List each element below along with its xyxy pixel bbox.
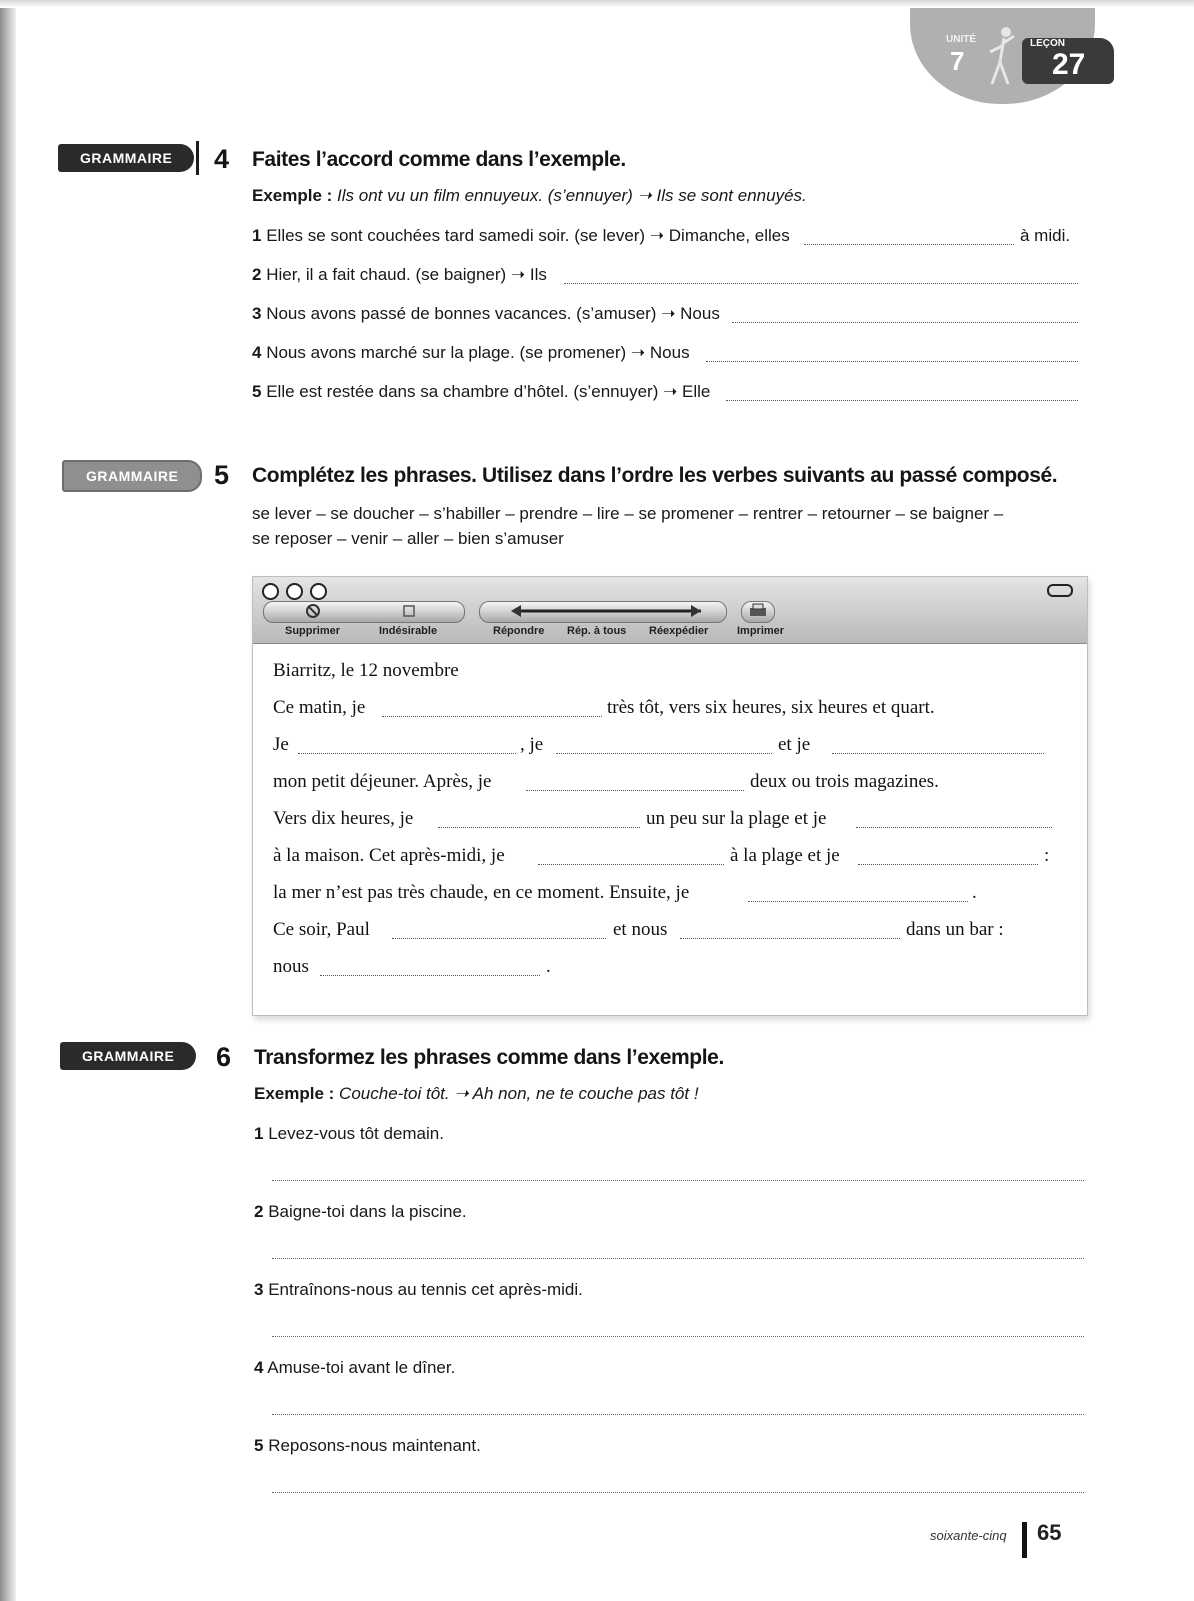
item-text: Levez-vous tôt demain.: [268, 1124, 444, 1143]
item-text: Entraînons-nous au tennis cet après-midi.: [268, 1280, 583, 1299]
answer-blank[interactable]: [564, 283, 1078, 284]
exercise-item: [254, 1436, 481, 1456]
answer-line[interactable]: [272, 1336, 1084, 1337]
page-number-words: soixante-cinq: [930, 1528, 1007, 1543]
email-window: [252, 576, 1088, 1016]
reply-all-button[interactable]: Rép. à tous: [567, 625, 627, 637]
email-toolbar: [253, 577, 1087, 644]
exercise-number: 4: [214, 144, 230, 174]
page-binding-edge: [0, 0, 16, 1601]
toolbar-toggle-icon[interactable]: [1047, 584, 1073, 597]
minimize-window-icon[interactable]: [286, 583, 303, 600]
answer-blank[interactable]: [526, 790, 744, 791]
delete-button[interactable]: Supprimer: [285, 625, 341, 637]
letter-text: mon petit déjeuner. Après, je: [273, 771, 492, 792]
print-icon[interactable]: [747, 603, 769, 619]
letter-text: à la plage et je: [730, 845, 840, 866]
item-text: Baigne-toi dans la piscine.: [268, 1202, 467, 1221]
exercise-item: [252, 226, 790, 246]
page-top-edge: [0, 0, 1194, 8]
exercise-item: [252, 382, 710, 402]
exercise-item: [254, 1202, 467, 1222]
grammar-tag: GRAMMAIRE: [60, 1042, 196, 1070]
unit-label: UNITÉ: [946, 34, 976, 45]
answer-blank[interactable]: [320, 975, 540, 976]
item-number: 5: [254, 1436, 264, 1455]
item-text: Hier, il a fait chaud. (se baigner) ➝ Ils: [266, 265, 547, 284]
answer-blank[interactable]: [726, 400, 1078, 401]
answer-blank[interactable]: [856, 827, 1052, 828]
item-text: Reposons-nous maintenant.: [268, 1436, 481, 1455]
answer-blank[interactable]: [832, 753, 1044, 754]
answer-line[interactable]: [272, 1492, 1084, 1493]
letter-text: :: [1044, 845, 1050, 866]
answer-blank[interactable]: [538, 864, 724, 865]
answer-blank[interactable]: [680, 938, 900, 939]
page-number-divider: [1022, 1522, 1027, 1558]
example-text: Ils ont vu un film ennuyeux. (s’ennuyer) ➝ Ils se sont ennuyés.: [337, 186, 807, 205]
example-line: [254, 1084, 699, 1104]
exercise-item: [254, 1358, 455, 1378]
lesson-number: 27: [1052, 48, 1086, 81]
answer-line[interactable]: [272, 1414, 1084, 1415]
letter-text: .: [972, 882, 977, 903]
answer-line[interactable]: [272, 1180, 1084, 1181]
answer-blank[interactable]: [858, 864, 1038, 865]
exercise-item: [254, 1124, 444, 1144]
item-number: 1: [252, 226, 262, 245]
example-label: Exemple :: [252, 186, 333, 205]
answer-blank[interactable]: [748, 901, 968, 902]
letter-text: à la maison. Cet après-midi, je: [273, 845, 505, 866]
letter-text: deux ou trois magazines.: [750, 771, 939, 792]
example-line: [252, 186, 807, 206]
item-text: Nous avons marché sur la plage. (se promener) ➝ Nous: [266, 343, 690, 362]
answer-blank[interactable]: [392, 938, 606, 939]
answer-blank[interactable]: [438, 827, 640, 828]
verb-list-line: se lever – se doucher – s’habiller – prendre – lire – se promener – rentrer – retourner – se baigner –: [252, 504, 1004, 523]
letter-text: Je: [273, 734, 289, 755]
letter-text: Ce soir, Paul: [273, 919, 370, 940]
grammar-tag: GRAMMAIRE: [58, 144, 194, 172]
delete-icon[interactable]: [305, 603, 321, 619]
letter-text: Vers dix heures, je: [273, 808, 414, 829]
example-label: Exemple :: [254, 1084, 335, 1103]
item-number: 2: [254, 1202, 264, 1221]
print-button[interactable]: Imprimer: [737, 625, 785, 637]
answer-blank[interactable]: [706, 361, 1078, 362]
answer-blank[interactable]: [298, 753, 516, 754]
exercise-item: [252, 304, 720, 324]
exercise-item: [252, 343, 690, 363]
item-number: 2: [252, 265, 262, 284]
letter-text: , je: [520, 734, 544, 755]
letter-text: et je: [778, 734, 811, 755]
verb-list-line: se reposer – venir – aller – bien s’amuser: [252, 529, 564, 548]
exercise-number: 6: [216, 1042, 232, 1072]
item-text: Elles se sont couchées tard samedi soir. (se lever) ➝ Dimanche, elles: [266, 226, 790, 245]
item-text: Elle est restée dans sa chambre d’hôtel. (s’ennuyer) ➝ Elle: [266, 382, 711, 401]
reply-button[interactable]: Répondre: [493, 625, 545, 637]
item-suffix: à midi.: [1020, 226, 1071, 245]
item-number: 5: [252, 382, 262, 401]
walking-figure-icon: [982, 22, 1022, 102]
junk-button[interactable]: Indésirable: [379, 625, 438, 637]
letter-text: la mer n’est pas très chaude, en ce moment. Ensuite, je: [273, 882, 690, 903]
answer-blank[interactable]: [804, 244, 1014, 245]
forward-button[interactable]: Réexpédier: [649, 625, 709, 637]
answer-blank[interactable]: [556, 753, 772, 754]
answer-blank[interactable]: [382, 716, 602, 717]
item-text: Amuse-toi avant le dîner.: [267, 1358, 456, 1377]
close-window-icon[interactable]: [262, 583, 279, 600]
letter-text: nous: [273, 956, 309, 977]
letter-text: Ce matin, je: [273, 697, 366, 718]
answer-blank[interactable]: [732, 322, 1078, 323]
exercise-title: Faites l’accord comme dans l’exemple.: [252, 148, 626, 171]
item-number: 1: [254, 1124, 264, 1143]
page-number: 65: [1037, 1520, 1062, 1545]
item-number: 3: [254, 1280, 264, 1299]
letter-date: Biarritz, le 12 novembre: [273, 660, 459, 681]
exercise-item: [252, 265, 547, 285]
exercise-item: [254, 1280, 583, 1300]
letter-text: très tôt, vers six heures, six heures et quart.: [607, 697, 935, 718]
exercise-number: 5: [214, 460, 230, 490]
zoom-window-icon[interactable]: [310, 583, 327, 600]
example-text: Couche-toi tôt. ➝ Ah non, ne te couche pas tôt !: [339, 1084, 699, 1103]
exercise-title: Transformez les phrases comme dans l’exemple.: [254, 1046, 724, 1069]
unit-lesson-badge: [910, 8, 1130, 106]
letter-text: et nous: [613, 919, 668, 940]
letter-text: .: [546, 956, 551, 977]
item-number: 3: [252, 304, 262, 323]
delete-junk-button-group: [263, 601, 465, 623]
letter-text: un peu sur la plage et je: [646, 808, 827, 829]
reply-arrows-icon[interactable]: [511, 603, 701, 619]
tag-divider: [196, 141, 199, 175]
exercise-title: Complétez les phrases. Utilisez dans l’ordre les verbes suivants au passé composé.: [252, 464, 1058, 487]
item-text: Nous avons passé de bonnes vacances. (s’amuser) ➝ Nous: [266, 304, 720, 323]
answer-line[interactable]: [272, 1258, 1084, 1259]
unit-number: 7: [950, 46, 965, 76]
junk-icon[interactable]: [401, 603, 417, 619]
letter-text: dans un bar :: [906, 919, 1004, 940]
item-number: 4: [252, 343, 262, 362]
lesson-label: LEÇON: [1030, 38, 1065, 49]
grammar-tag: GRAMMAIRE: [62, 460, 202, 492]
item-number: 4: [254, 1358, 264, 1377]
